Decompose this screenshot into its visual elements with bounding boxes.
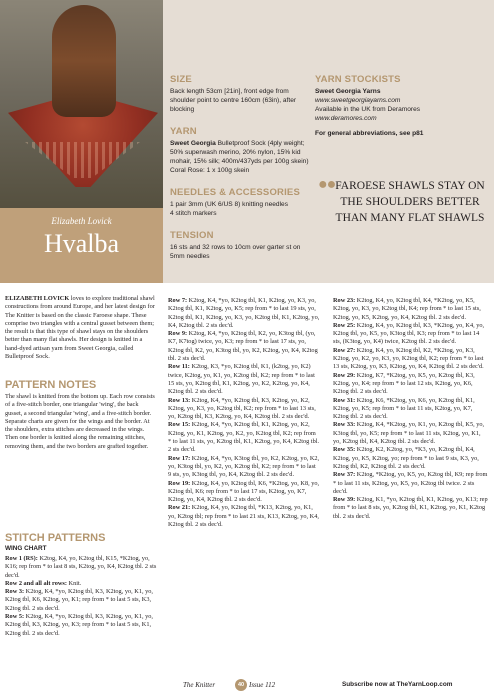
instruction-row: [333, 446, 488, 471]
row-label: Row 27:: [333, 346, 356, 354]
instruction-row: [333, 471, 488, 496]
row-text: K2tog, K4, *yo, K2tog tbl, K1, K2tog, yo, K2, K2tog, yo, K1, K2tog, yo, K2, yo, K2tog tbl, K2; rep from * to last 11 sts, yo, K2tog tbl, K1, K2tog, yo, K4, K2tog tbl. 2 sts dec'd.: [168, 421, 320, 454]
info-panel: [163, 0, 494, 283]
row-text: Knit.: [66, 579, 82, 587]
row-text: K2tog, K4, *K2tog, yo, K1, yo, K2tog tbl, K5, yo, K3tog tbl, yo, K5; rep from * to last 11 sts, K2tog, yo, K1, yo, K2tog tbl, K4, K2tog tbl. 2 sts dec'd.: [333, 421, 485, 446]
instruction-row: [5, 580, 157, 588]
row-text: K2tog, K4, yo, K2tog tbl, K4, *K2tog, yo, K5, K2tog, yo, K3, yo, K2tog tbl, K4; rep from * to last 15 sts, K2tog, yo, K5, K2tog, yo, K4, K2tog tbl. 2 sts dec'd.: [333, 297, 481, 321]
row-text: K2tog, K2, K2tog, yo, *K3, yo, K2tog tbl, K4, K2tog, yo, K5, K2tog, yo; rep from * to last 9 sts, K3, yo, K2tog tbl, K2, K2tog tbl. 2 sts dec'd.: [333, 446, 479, 470]
size-heading: SIZE: [170, 74, 192, 85]
yarn-colour: Coral Rose: 1 x 100g skein: [170, 167, 250, 174]
row-text: K2tog, K3, *yo, K2tog tbl, K1, (k2tog, yo, K2) twice, K2tog, yo, K1, yo, K2tog tbl, K2; rep from * to last 15 sts, yo, K2tog tbl, K1, K2tog, yo, K2, K2tog, yo, K4, K2tog tbl. 2 sts dec'd.: [168, 363, 315, 396]
row-text: K2tog, K4, *yo, K3tog tbl, yo, K2, K2tog, yo, K2, yo, K3tog tbl, yo, K2, yo, K2tog tbl, K2; rep from * to last 9 sts, yo, K3tog tbl, yo, K4, K2tog tbl. 2 sts dec'd.: [168, 454, 320, 479]
magazine-name: The Knitter: [183, 681, 216, 689]
lace-edge-illustration: [25, 142, 140, 178]
model-photo: [0, 0, 163, 208]
pattern-title: Hvalba: [43, 229, 120, 258]
pull-quote: [318, 178, 488, 226]
instruction-row: [168, 504, 320, 529]
abbreviations-text: For general abbreviations, see p81: [315, 130, 424, 137]
intro-paragraph: [5, 295, 157, 361]
row-label: Row 21:: [168, 504, 191, 512]
stockists-heading: YARN STOCKISTS: [315, 74, 401, 85]
stockists-text: [315, 87, 490, 123]
stitch-patterns-heading: STITCH PATTERNS: [5, 532, 106, 544]
row-label: Row 13:: [168, 396, 191, 404]
instruction-row: [333, 397, 488, 422]
instruction-row: [168, 297, 320, 330]
instruction-row: [5, 588, 157, 613]
row-text: K2tog, K6, *K2tog, yo, K6, yo, K2tog tbl, K1, K2tog, yo, K5; rep from * to last 11 sts, K2tog, yo, K7, K2tog tbl. 2 sts dec'd.: [333, 396, 475, 421]
yarn-description: Bulletproof Sock (4ply weight; 50% superwash merino, 20% nylon, 15% kid mohair, 15% silk; 400m/437yds per 100g skein): [170, 140, 309, 165]
row-text: K2tog, K4, *yo, K2tog tbl, K1, K2tog, yo, K3, yo, K2tog tbl, K1, K2tog, yo, K5; rep from * to last 19 sts, yo, K2tog tbl, K1, K2tog, yo, K3, yo, K2tog tbl, K1, K2tog, yo, K4, K2tog tbl. 2 sts dec'd.: [168, 297, 320, 329]
designer-name: Elizabeth Lovick: [51, 216, 112, 226]
wing-chart-subheading: WING CHART: [5, 545, 47, 552]
stockist-name: Sweet Georgia Yarns: [315, 88, 381, 95]
row-text: K2tog, K7, *K2tog, yo, K5, yo, K2tog tbl, K3, K2tog, yo, K4; rep from * to last 12 sts, K2tog, yo, K6, K2tog tbl. 2 sts dec'd.: [333, 371, 475, 396]
instruction-row: [5, 555, 157, 580]
row-text: K2tog, K4, yo, K2tog tbl, K6, *K2tog, yo, K8, yo, K2tog tbl, K6; rep from * to last 17 sts, K2tog, yo, K7, K2tog, yo, K4, K2tog tbl. 2 sts dec'd.: [168, 479, 320, 504]
intro-lead: ELIZABETH LOVICK: [5, 295, 70, 302]
instruction-row: [168, 480, 320, 505]
instructions-column-3: [333, 297, 488, 521]
row-label: Row 39:: [333, 496, 356, 504]
stitch-markers: 4 stitch markers: [170, 210, 217, 217]
instruction-row: [168, 363, 320, 396]
row-label: Row 5:: [5, 613, 25, 621]
stockist-url[interactable]: www.sweetgeorgiayarns.com: [315, 97, 401, 104]
quote-marks: ●●: [318, 176, 336, 193]
row-label: Row 1 (RS):: [5, 555, 38, 562]
info-left-column: [170, 74, 310, 264]
row-label: Row 35:: [333, 446, 356, 454]
issue-number: Issue 112: [249, 681, 276, 689]
instruction-row: [333, 421, 488, 446]
row-text: K2tog, K4, *yo, K2tog tbl, K3, K2tog, yo, K1, yo, K2tog tbl, K3, K2tog, yo, K3; rep from * to last 5 sts, K1, K2tog tbl. 2 sts dec'd.: [5, 613, 153, 637]
pattern-notes-text: The shawl is knitted from the bottom up. Each row consists of a five-stitch border, one triangular 'wing', the back gusset, a second triangular 'wing', and a five-stitch border. Separate charts are given for the wings and the border. At the shoulders, extra stitches are decreased in the wings. Then one border is knitted along the remaining stitches, removing them, and the two borders are grafted together.: [5, 393, 155, 450]
page-number: 40: [235, 679, 247, 691]
row-label: Row 19:: [168, 479, 191, 487]
intro-text: loves to explore traditional shawl constructions from around Europe, and her latest design for The Knitter is based on the classic Faroese shape. These comprise two triangles with a central gusset between them; the result is that this type of shawl stays on the shoulders better than many flat shawls. Her design is knitted in a hand-dyed artisan yarn from Sweet Georgia, called Bulletproof Sock.: [5, 295, 155, 361]
model-hair-illustration: [52, 5, 116, 117]
row-text: K2tog, K4, yo, K2tog tbl, K2, *K2tog, yo, K3, K2tog, yo, K2, yo, K3, yo, K2tog tbl, K2; rep from * to last 13 sts, K2tog, yo, K3, K2tog, yo, K4, K2tog tbl. 2 sts dec'd.: [333, 346, 484, 371]
needles-text: [170, 200, 310, 218]
instruction-row: [333, 496, 488, 521]
yarn-heading: YARN: [170, 126, 197, 137]
row-label: Row 7:: [168, 297, 188, 304]
row-label: Row 33:: [333, 421, 356, 429]
row-label: Row 3:: [5, 588, 25, 596]
row-text: K2tog, *K2tog, yo, K5, yo, K2tog tbl, K9; rep from * to last 11 sts, K2tog, yo, K5, yo, K2tog tbl twice. 2 sts dec'd.: [333, 471, 488, 495]
row-label: Row 9:: [168, 330, 188, 338]
tension-heading: TENSION: [170, 230, 214, 241]
row-text: K2tog, K4, yo, K2tog tbl, K15, *K2tog, yo, K16; rep from * to last 8 sts, K2tog, yo, K4, K2tog tbl. 2 sts dec'd.: [5, 555, 157, 579]
instruction-row: [333, 347, 488, 372]
row-label: Row 15:: [168, 421, 191, 429]
needles-heading: NEEDLES & ACCESSORIES: [170, 187, 301, 198]
instruction-row: [168, 421, 320, 454]
quote-text: FAROESE SHAWLS STAY ON THE SHOULDERS BETTER THAN MANY FLAT SHAWLS: [335, 180, 485, 224]
row-label: Row 2 and all alt rows:: [5, 579, 67, 587]
pattern-notes-heading: PATTERN NOTES: [5, 379, 97, 391]
row-text: K2tog, K4, *yo, K2tog tbl, K3, K2tog, yo, K1, yo, K2tog tbl, K6, K2tog, yo, K1; rep from * to last 5 sts, K3, K2tog tbl. 2 sts dec'd.: [5, 588, 153, 612]
deramores-url[interactable]: www.deramores.com: [315, 115, 377, 122]
stockist-availability: Available in the UK from Deramores: [315, 106, 421, 113]
instructions-column-2: [168, 297, 320, 529]
instruction-row: [168, 397, 320, 422]
page-footer: [0, 676, 494, 696]
title-block: [0, 208, 163, 283]
top-band: [0, 0, 494, 283]
row-text: K2tog, K4, *yo, K2tog tbl, K3, K2tog, yo, K2, K2tog, yo, K3, yo, K2tog tbl, K2; rep from * to last 13 sts, yo, K2tog tbl, K3, K2tog, yo, K4, K2tog tbl. 2 sts dec'd.: [168, 396, 316, 421]
yarn-text: [170, 139, 310, 175]
row-text: K2tog, K4, *yo, K2tog tbl, K2, yo, K3tog tbl, (yo, K7, K7tog) twice, yo, K3; rep from * to last 17 sts, yo, K2tog tbl, K2, yo, K3tog tbl, yo, K2, K2tog, yo, K4, K2tog tbl. 2 sts dec'd.: [168, 330, 318, 363]
needles-size: 1 pair 3mm (UK 6/US 8) knitting needles: [170, 201, 289, 208]
row-label: Row 37:: [333, 471, 356, 479]
instruction-row: [168, 455, 320, 480]
row-text: K2tog, K4, yo, K2tog tbl, *K13, K2tog, yo, K1, yo, K2tog tbl; rep from * to last 21 sts, K13, K2tog, yo, K4, K2tog tbl. 2 sts dec'd.: [168, 504, 319, 529]
subscribe-link[interactable]: Subscribe now at TheYarnLoop.com: [342, 681, 453, 688]
size-text: Back length 53cm [21in], front edge from shoulder point to centre 160cm (63in), after blocking: [170, 88, 297, 113]
instruction-row: [333, 297, 488, 322]
row-label: Row 31:: [333, 396, 356, 404]
info-right-column: [315, 74, 490, 141]
instruction-row: [5, 613, 157, 638]
row-label: Row 11:: [168, 363, 190, 371]
abbreviations-note: [315, 129, 490, 138]
instruction-row: [168, 330, 320, 363]
row-label: Row 23:: [333, 297, 356, 304]
row-label: Row 25:: [333, 321, 356, 329]
instruction-row: [333, 372, 488, 397]
instruction-row: [333, 322, 488, 347]
instructions-column-1: [5, 555, 157, 638]
row-label: Row 17:: [168, 454, 191, 462]
row-text: K2tog, K4, yo, K2tog tbl, K3, *K2tog, yo, K4, yo, K2tog tbl, yo, K5, yo, K3tog tbl, K3; rep from * to last 14 sts, (K3tog, yo, K4) twice, K2tog tbl. 2 sts dec'd.: [333, 321, 485, 346]
yarn-brand: Sweet Georgia: [170, 140, 216, 147]
tension-text: 16 sts and 32 rows to 10cm over garter st on 5mm needles: [170, 244, 301, 260]
row-text: K2tog, K1, *yo, K2tog tbl, K1, K2tog, yo, K13; rep from * to last 8 sts, yo, K2tog tbl, K1, K2tog, yo, K1, K2tog tbl. 2 sts dec'd.: [333, 496, 488, 520]
row-label: Row 29:: [333, 371, 356, 379]
